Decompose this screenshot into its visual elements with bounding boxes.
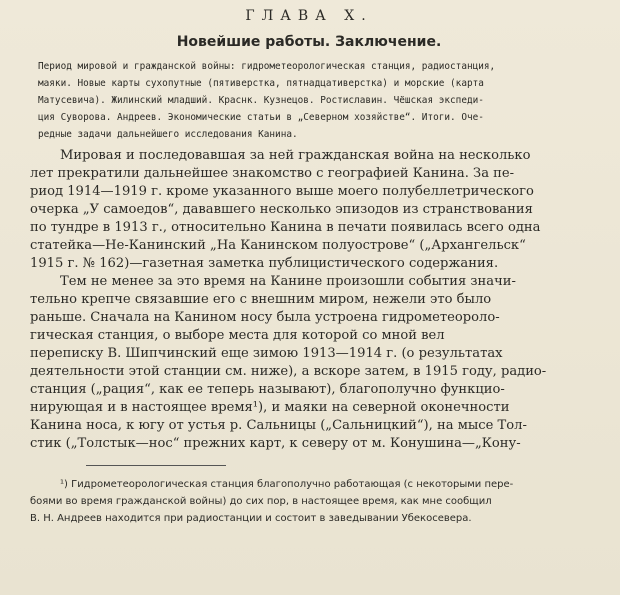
text-line: по тундре в 1913 г., относительно Канина в печати появилась всего одна xyxy=(30,220,541,235)
text-line: станция („рация“, как ее теперь называют), благополучно функцио- xyxy=(30,382,505,397)
text-line: Мировая и последовавшая за ней гражданская война на несколько xyxy=(60,148,531,163)
text-line: тельно крепче связавшие его с внешним миром, нежели это было xyxy=(30,292,492,307)
text-line: лет прекратили дальнейшее знакомство с географией Канина. За пе- xyxy=(30,166,515,181)
footnote xyxy=(30,476,588,527)
chapter-summary xyxy=(30,58,588,143)
summary-line: редные задачи дальнейшего исследования Канина. xyxy=(38,129,298,140)
text-line: очерка „У самоедов“, дававшего несколько эпизодов из странствования xyxy=(30,202,533,217)
text-line: Тем не менее за это время на Канине произошли события значи- xyxy=(60,274,516,289)
text-line: нирующая и в настоящее время¹), и маяки на северной оконечности xyxy=(30,400,510,415)
summary-line: ция Суворова. Андреев. Экономические статьи в „Северном хозяйстве“. Итоги. Оче- xyxy=(38,112,484,123)
chapter-heading: ГЛАВА X. xyxy=(245,8,373,24)
summary-line: Матусевича). Жилинский младший. Краснк. Кузнецов. Ростиславин. Чёшская экспеди- xyxy=(38,95,484,106)
text-line: статейка—Не-Канинский „На Канинском полуострове“ („Архангельск“ xyxy=(30,238,526,253)
footnote-line: боями во время гражданской войны) до сих пор, в настоящее время, как мне сообщил xyxy=(30,496,492,507)
summary-line: Период мировой и гражданской войны: гидрометеорологическая станция, радиостанция, xyxy=(38,61,496,72)
text-line: 1915 г. № 162)—газетная заметка публицистического содержания. xyxy=(30,256,499,271)
paragraph-2 xyxy=(30,273,588,453)
footnote-divider xyxy=(86,465,226,466)
text-line: стик („Толстык—нос“ прежних карт, к северу от м. Конушина—„Кону- xyxy=(30,436,521,451)
footnote-line: В. Н. Андреев находится при радиостанции и состоит в заведывании Убекосевера. xyxy=(30,513,472,524)
chapter-title: Новейшие работы. Заключение. xyxy=(176,34,442,50)
footnote-line: ¹) Гидрометеорологическая станция благополучно работающая (с некоторыми пере- xyxy=(60,479,514,490)
summary-line: маяки. Новые карты сухопутные (пятиверстка, пятнадцативерстка) и морские (карта xyxy=(38,78,484,89)
text-line: риод 1914—1919 г. кроме указанного выше моего полубеллетрического xyxy=(30,184,534,199)
text-line: раньше. Сначала на Канином носу была устроена гидрометеороло- xyxy=(30,310,500,325)
paragraph-1 xyxy=(30,147,588,273)
text-line: деятельности этой станции см. ниже), а вскоре затем, в 1915 году, радио- xyxy=(30,364,547,379)
text-line: Канина носа, к югу от устья р. Сальницы („Сальницкий“), на мысе Тол- xyxy=(30,418,527,433)
text-line: переписку В. Шипчинский еще зимою 1913—1914 г. (о результатах xyxy=(30,346,503,361)
text-line: гическая станция, о выборе места для которой со мной вел xyxy=(30,328,445,343)
